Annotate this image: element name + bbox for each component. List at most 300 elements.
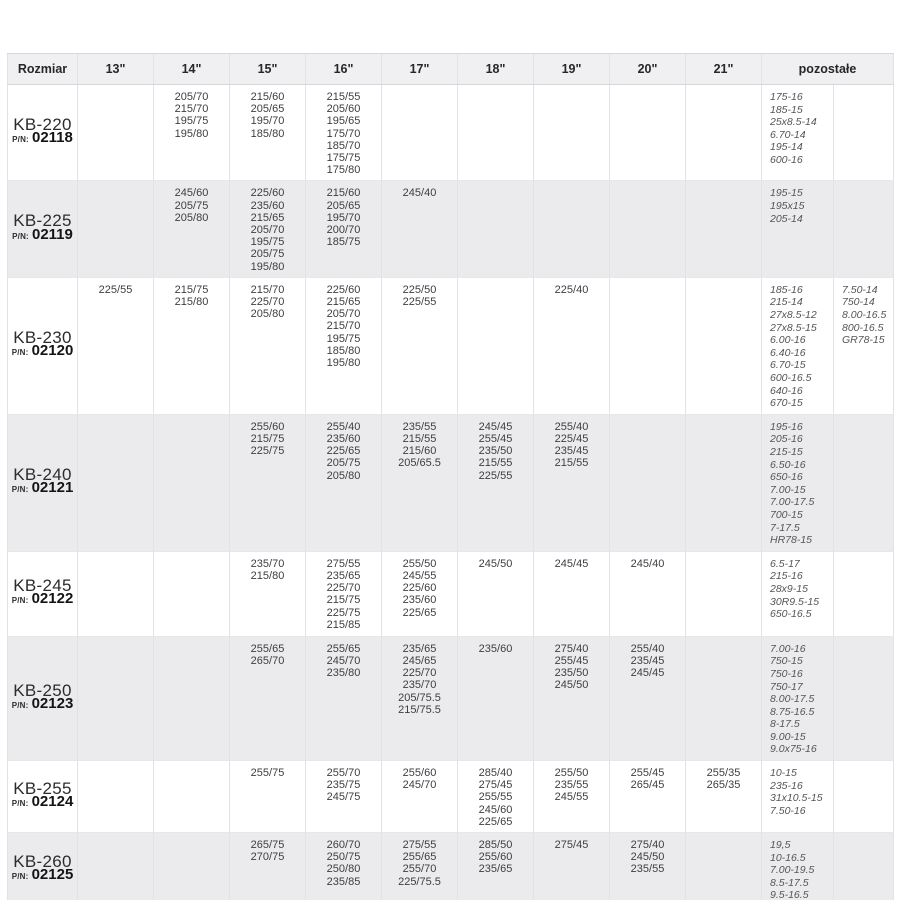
other-size-value: 7-17.5: [770, 521, 800, 534]
tire-size-value: 215/85: [326, 618, 361, 631]
tire-size-value: 195/75: [174, 115, 209, 128]
tire-size-value: 185/70: [326, 139, 361, 152]
tire-size-value: 245/40: [402, 187, 437, 200]
tire-size-value: 245/45: [554, 557, 589, 570]
tire-size-value: 265/75: [250, 839, 285, 852]
tire-size-value: 255/70: [402, 863, 437, 876]
tire-size-value: 215/60: [250, 91, 285, 103]
tire-size-value: 215/75: [174, 283, 209, 296]
table-row: [8, 181, 894, 277]
tire-size-value: 255/40: [326, 420, 361, 433]
table-row: [8, 414, 894, 551]
size-cell-13in: [78, 85, 154, 181]
other-size-value: 8-17.5: [770, 718, 800, 731]
tire-size-value: 245/70: [326, 654, 361, 667]
header-14in: 14": [154, 54, 230, 85]
table-row: [8, 636, 894, 760]
tire-size-value: 235/85: [326, 875, 361, 888]
other-size-value: 9.5-16.5: [770, 889, 809, 900]
header-size-col: Rozmiar: [8, 54, 78, 85]
tire-size-value: 245/70: [402, 779, 437, 792]
tire-size-value: 205/65: [250, 103, 285, 116]
model-name: KB-220: [13, 115, 72, 134]
tire-size-value: 255/60: [478, 851, 513, 864]
tire-size-value: 235/50: [554, 667, 589, 680]
tire-size-value: 215/75: [326, 594, 361, 607]
model-cell: [8, 833, 78, 900]
other-size-value: 8.75-16.5: [770, 705, 815, 718]
other-size-value: 27x8.5-15: [770, 321, 817, 334]
tire-size-value: 245/55: [402, 569, 437, 582]
other-size-value: 195-16: [770, 420, 803, 433]
header-17in: 17": [382, 54, 458, 85]
size-cell-20in: [610, 85, 686, 181]
model-cell: [8, 277, 78, 414]
other-size-value: 750-15: [770, 655, 803, 668]
tire-size-value: 225/65: [402, 606, 437, 619]
tire-size-value: 255/40: [554, 420, 589, 433]
tire-size-value: 215/65: [326, 296, 361, 309]
tire-size-value: 245/60: [174, 187, 209, 200]
other-size-value: HR78-15: [770, 534, 813, 547]
tire-size-value: 225/45: [554, 432, 589, 445]
model-cell: [8, 636, 78, 760]
size-cell-16in: [306, 636, 382, 760]
pn-label: P/N:: [11, 596, 29, 606]
size-cell-21in: [686, 181, 762, 277]
other-size-value: 28x9-15: [770, 582, 808, 595]
tire-size-value: 245/45: [630, 667, 665, 680]
other-sizes-cell-2: [834, 761, 894, 833]
size-cell-19in: [534, 414, 610, 551]
tire-size-value: 215/55: [554, 457, 589, 470]
tire-size-value: 265/70: [250, 654, 285, 667]
size-cell-13in: [78, 636, 154, 760]
size-cell-18in: [458, 85, 534, 181]
tire-size-value: 225/40: [554, 283, 589, 296]
tire-size-value: 255/45: [554, 654, 589, 667]
other-size-value: 650-16.5: [770, 608, 812, 621]
other-size-value: 195x15: [770, 200, 805, 213]
pn-label: P/N:: [11, 700, 29, 710]
model-name: KB-260: [13, 851, 72, 871]
tire-size-value: 235/70: [402, 679, 437, 692]
other-size-value: 640-16: [770, 384, 803, 397]
tire-size-value: 175/80: [326, 164, 361, 177]
tire-size-value: 235/65: [326, 569, 361, 582]
pn-label: P/N:: [11, 799, 29, 809]
header-21in: 21": [686, 54, 762, 85]
size-cell-16in: [306, 761, 382, 833]
size-cell-17in: [382, 761, 458, 833]
tire-size-value: 245/50: [630, 851, 665, 864]
size-cell-18in: [458, 833, 534, 900]
tire-size-value: 205/80: [326, 469, 361, 482]
other-size-value: 6.70-15: [770, 359, 806, 372]
tire-size-value: 255/35: [706, 767, 741, 780]
size-cell-15in: [230, 833, 306, 900]
tire-size-value: 275/45: [478, 779, 513, 792]
tire-size-value: 215/75.5: [398, 703, 441, 716]
size-cell-19in: [534, 85, 610, 181]
tire-size-value: 205/75: [326, 457, 361, 470]
table-row: [8, 277, 894, 414]
other-size-value: 31x10.5-15: [770, 792, 823, 805]
tire-size-value: 265/35: [706, 779, 741, 792]
tire-size-value: 235/45: [554, 445, 589, 458]
tire-size-value: 195/70: [326, 211, 361, 224]
size-cell-21in: [686, 761, 762, 833]
pn-number: 02124: [31, 793, 74, 811]
table-body: [8, 85, 894, 900]
tire-size-value: 215/70: [250, 283, 285, 296]
tire-size-value: 225/60: [250, 187, 285, 200]
model-cell: [8, 181, 78, 277]
model-cell: [8, 414, 78, 551]
size-cell-13in: [78, 277, 154, 414]
tire-size-value: 205/65: [326, 199, 361, 212]
other-sizes-cell-2: [834, 414, 894, 551]
tire-size-value: 255/65: [250, 642, 285, 655]
tire-size-value: 235/75: [326, 779, 361, 792]
size-cell-15in: [230, 181, 306, 277]
tire-size-value: 195/80: [174, 127, 209, 140]
size-cell-16in: [306, 277, 382, 414]
tire-size-value: 225/70: [402, 667, 437, 680]
other-size-value: 600-16.5: [770, 372, 812, 384]
other-size-value: 175-16: [770, 91, 803, 103]
tire-size-value: 235/80: [326, 667, 361, 680]
tire-size-value: 245/65: [402, 654, 437, 667]
part-number-line: [10, 694, 75, 712]
part-number-line: [10, 225, 75, 243]
size-cell-20in: [610, 551, 686, 636]
size-cell-16in: [306, 85, 382, 181]
tire-size-value: 175/75: [326, 152, 361, 165]
size-cell-14in: [154, 833, 230, 900]
other-size-value: 7.50-14: [842, 283, 878, 296]
size-cell-14in: [154, 551, 230, 636]
tire-size-value: 205/70: [250, 224, 285, 237]
other-sizes-cell-2: [834, 551, 894, 636]
size-cell-13in: [78, 414, 154, 551]
tire-size-value: 205/75: [250, 248, 285, 261]
size-cell-16in: [306, 414, 382, 551]
size-cell-17in: [382, 636, 458, 760]
tire-size-value: 235/65: [478, 863, 513, 876]
tire-size-value: 255/45: [478, 432, 513, 445]
other-size-value: 185-15: [770, 103, 803, 116]
other-size-value: 7.00-19.5: [770, 864, 815, 877]
tire-size-value: 265/45: [630, 779, 665, 792]
other-size-value: 9.00-15: [770, 730, 806, 743]
pn-label: P/N:: [12, 135, 29, 145]
other-size-value: 195-15: [770, 187, 803, 200]
other-sizes-cell-2: [834, 85, 894, 181]
tire-size-value: 225/60: [402, 582, 437, 595]
tire-size-value: 215/65: [250, 211, 285, 224]
tire-size-value: 235/45: [630, 654, 665, 667]
other-size-value: 185-16: [770, 283, 803, 296]
tire-size-value: 225/55: [402, 296, 437, 309]
tire-size-value: 225/55: [478, 469, 513, 482]
table-row: [8, 551, 894, 636]
pn-number: 02119: [31, 225, 73, 243]
tire-size-value: 235/55: [630, 863, 665, 876]
other-size-value: 670-15: [770, 397, 803, 410]
other-size-value: 10-15: [770, 767, 797, 780]
tire-size-chart: [7, 53, 893, 900]
other-size-value: 235-16: [770, 779, 803, 792]
tire-size-value: 225/75: [250, 445, 285, 458]
header-other-col: pozostałe: [762, 54, 894, 85]
tire-size-value: 235/60: [326, 432, 361, 445]
tire-size-value: 235/55: [554, 779, 589, 792]
other-sizes-cell-1: [762, 85, 834, 181]
model-name: KB-230: [13, 328, 72, 348]
model-name: KB-255: [13, 778, 72, 798]
tire-size-value: 225/65: [326, 445, 361, 458]
size-cell-15in: [230, 85, 306, 181]
tire-size-value: 215/75: [250, 432, 285, 445]
size-cell-14in: [154, 277, 230, 414]
size-cell-20in: [610, 277, 686, 414]
model-name: KB-225: [13, 211, 72, 231]
tire-size-value: 255/50: [554, 767, 589, 780]
tire-size-value: 215/70: [174, 103, 209, 116]
tire-size-value: 255/65: [402, 851, 437, 864]
other-size-value: 27x8.5-12: [770, 309, 817, 322]
tire-size-value: 255/55: [478, 791, 513, 804]
size-cell-14in: [154, 85, 230, 181]
size-cell-17in: [382, 181, 458, 277]
size-cell-14in: [154, 636, 230, 760]
pn-number: 02118: [31, 129, 73, 147]
other-size-value: 6.70-14: [770, 128, 806, 141]
tire-size-value: 250/75: [326, 851, 361, 864]
size-cell-17in: [382, 277, 458, 414]
model-name: KB-250: [13, 680, 72, 700]
part-number-line: [10, 866, 75, 884]
size-cell-20in: [610, 636, 686, 760]
tire-size-value: 275/40: [630, 839, 665, 852]
size-cell-18in: [458, 277, 534, 414]
tire-size-value: 255/40: [630, 642, 665, 655]
other-size-value: 195-14: [770, 141, 803, 154]
tire-size-value: 255/60: [250, 420, 285, 433]
other-size-value: 215-14: [770, 296, 803, 309]
tire-size-value: 245/40: [630, 557, 665, 570]
size-cell-17in: [382, 414, 458, 551]
size-cell-21in: [686, 636, 762, 760]
pn-number: 02120: [31, 342, 74, 360]
size-cell-20in: [610, 833, 686, 900]
pn-label: P/N:: [11, 872, 29, 882]
other-size-value: 215-15: [770, 445, 803, 458]
tire-size-value: 215/55: [326, 91, 361, 103]
tire-size-value: 215/55: [402, 432, 437, 445]
other-sizes-cell-1: [762, 181, 834, 277]
pn-number: 02123: [31, 694, 74, 712]
tire-size-value: 215/80: [250, 569, 285, 582]
tire-size-value: 195/65: [326, 115, 361, 128]
size-cell-21in: [686, 85, 762, 181]
other-size-value: 7.00-17.5: [770, 496, 815, 509]
tire-size-value: 225/75.5: [398, 875, 441, 888]
tire-size-value: 205/80: [250, 308, 285, 321]
pn-number: 02125: [31, 866, 74, 884]
other-size-value: 6.40-16: [770, 346, 806, 359]
other-sizes-cell-2: [834, 277, 894, 414]
tire-size-value: 185/75: [326, 236, 361, 249]
tire-size-value: 215/55: [478, 457, 513, 470]
other-size-value: 6.50-16: [770, 458, 806, 471]
other-size-value: 7.00-16: [770, 642, 806, 655]
tire-size-value: 195/75: [250, 236, 285, 249]
other-size-value: 600-16: [770, 153, 803, 166]
size-cell-13in: [78, 761, 154, 833]
tire-size-value: 200/70: [326, 224, 361, 237]
model-name: KB-245: [13, 576, 72, 596]
header-19in: 19": [534, 54, 610, 85]
tire-size-value: 235/65: [402, 642, 437, 655]
tire-size-value: 285/40: [478, 767, 513, 780]
other-size-value: 700-15: [770, 508, 803, 521]
tire-size-value: 175/70: [326, 127, 361, 140]
size-cell-16in: [306, 833, 382, 900]
other-size-value: 9.0x75-16: [770, 743, 817, 756]
tire-size-value: 285/50: [478, 839, 513, 852]
tire-size-value: 235/60: [250, 199, 285, 212]
other-sizes-cell-2: [834, 833, 894, 900]
size-cell-13in: [78, 551, 154, 636]
other-sizes-cell-2: [834, 181, 894, 277]
tire-size-value: 245/45: [478, 420, 513, 433]
tire-size-value: 250/80: [326, 863, 361, 876]
part-number-line: [10, 590, 75, 608]
size-cell-13in: [78, 181, 154, 277]
other-sizes-cell-1: [762, 636, 834, 760]
size-cell-21in: [686, 414, 762, 551]
tire-size-value: 275/45: [554, 839, 589, 852]
size-cell-14in: [154, 181, 230, 277]
size-cell-18in: [458, 181, 534, 277]
tire-size-value: 195/75: [326, 332, 361, 345]
size-cell-15in: [230, 551, 306, 636]
tire-size-value: 225/50: [402, 283, 437, 296]
size-cell-18in: [458, 414, 534, 551]
tire-size-value: 245/60: [478, 803, 513, 816]
tire-size-value: 215/60: [326, 187, 361, 200]
pn-number: 02121: [31, 479, 74, 497]
size-cell-14in: [154, 414, 230, 551]
size-cell-20in: [610, 414, 686, 551]
size-cell-18in: [458, 551, 534, 636]
size-cell-18in: [458, 636, 534, 760]
tire-size-value: 185/80: [326, 344, 361, 357]
tire-size-value: 275/55: [402, 839, 437, 852]
tire-size-value: 205/80: [174, 211, 209, 224]
tire-size-value: 255/75: [250, 767, 285, 780]
size-cell-19in: [534, 277, 610, 414]
tire-size-value: 225/70: [250, 296, 285, 309]
header-15in: 15": [230, 54, 306, 85]
other-sizes-cell-1: [762, 277, 834, 414]
other-size-value: 650-16: [770, 471, 803, 484]
other-size-value: 6.00-16: [770, 334, 806, 347]
size-cell-21in: [686, 833, 762, 900]
other-size-value: 750-17: [770, 680, 803, 693]
other-sizes-cell-1: [762, 761, 834, 833]
header-20in: 20": [610, 54, 686, 85]
tire-size-value: 225/75: [326, 606, 361, 619]
other-size-value: 750-14: [842, 296, 875, 309]
size-cell-13in: [78, 833, 154, 900]
model-cell: [8, 551, 78, 636]
part-number-line: [10, 342, 75, 360]
pn-number: 02122: [31, 590, 74, 608]
part-number-line: [10, 793, 75, 811]
tire-size-value: 245/55: [554, 791, 589, 804]
tire-size-value: 245/50: [478, 557, 513, 570]
tire-size-value: 215/70: [326, 320, 361, 333]
part-number-line: [10, 129, 75, 147]
other-size-value: 215-16: [770, 570, 803, 583]
tire-size-value: 245/50: [554, 679, 589, 692]
other-size-value: GR78-15: [842, 334, 885, 347]
size-cell-19in: [534, 761, 610, 833]
size-cell-17in: [382, 85, 458, 181]
size-cell-17in: [382, 833, 458, 900]
header-13in: 13": [78, 54, 154, 85]
tire-size-value: 260/70: [326, 839, 361, 852]
tire-size-value: 225/70: [326, 582, 361, 595]
size-cell-19in: [534, 833, 610, 900]
tire-size-value: 255/50: [402, 557, 437, 570]
tire-size-value: 270/75: [250, 851, 285, 864]
other-size-value: 19,5: [770, 839, 791, 852]
tire-size-value: 215/60: [402, 445, 437, 458]
size-cell-20in: [610, 761, 686, 833]
size-cell-19in: [534, 551, 610, 636]
other-size-value: 205-16: [770, 433, 803, 446]
size-cell-14in: [154, 761, 230, 833]
size-cell-15in: [230, 636, 306, 760]
other-sizes-cell-1: [762, 551, 834, 636]
table-row: [8, 85, 894, 181]
other-size-value: 7.00-15: [770, 483, 806, 496]
size-cell-16in: [306, 551, 382, 636]
tire-size-value: 225/65: [478, 815, 513, 828]
tire-size-value: 255/65: [326, 642, 361, 655]
model-cell: [8, 761, 78, 833]
tire-size-value: 235/60: [402, 594, 437, 607]
tire-size-value: 235/55: [402, 420, 437, 433]
tire-size-value: 205/75.5: [398, 691, 441, 704]
tire-size-value: 245/75: [326, 791, 361, 804]
tire-size-value: 235/60: [478, 642, 513, 655]
tire-size-value: 205/60: [326, 103, 361, 116]
tire-size-value: 195/80: [326, 357, 361, 370]
size-cell-18in: [458, 761, 534, 833]
tire-size-value: 235/70: [250, 557, 285, 570]
header-16in: 16": [306, 54, 382, 85]
other-size-value: 8.00-16.5: [842, 309, 887, 322]
other-sizes-cell-1: [762, 833, 834, 900]
tire-size-value: 225/60: [326, 283, 361, 296]
other-size-value: 25x8.5-14: [770, 116, 817, 129]
tire-size-value: 195/70: [250, 115, 285, 128]
